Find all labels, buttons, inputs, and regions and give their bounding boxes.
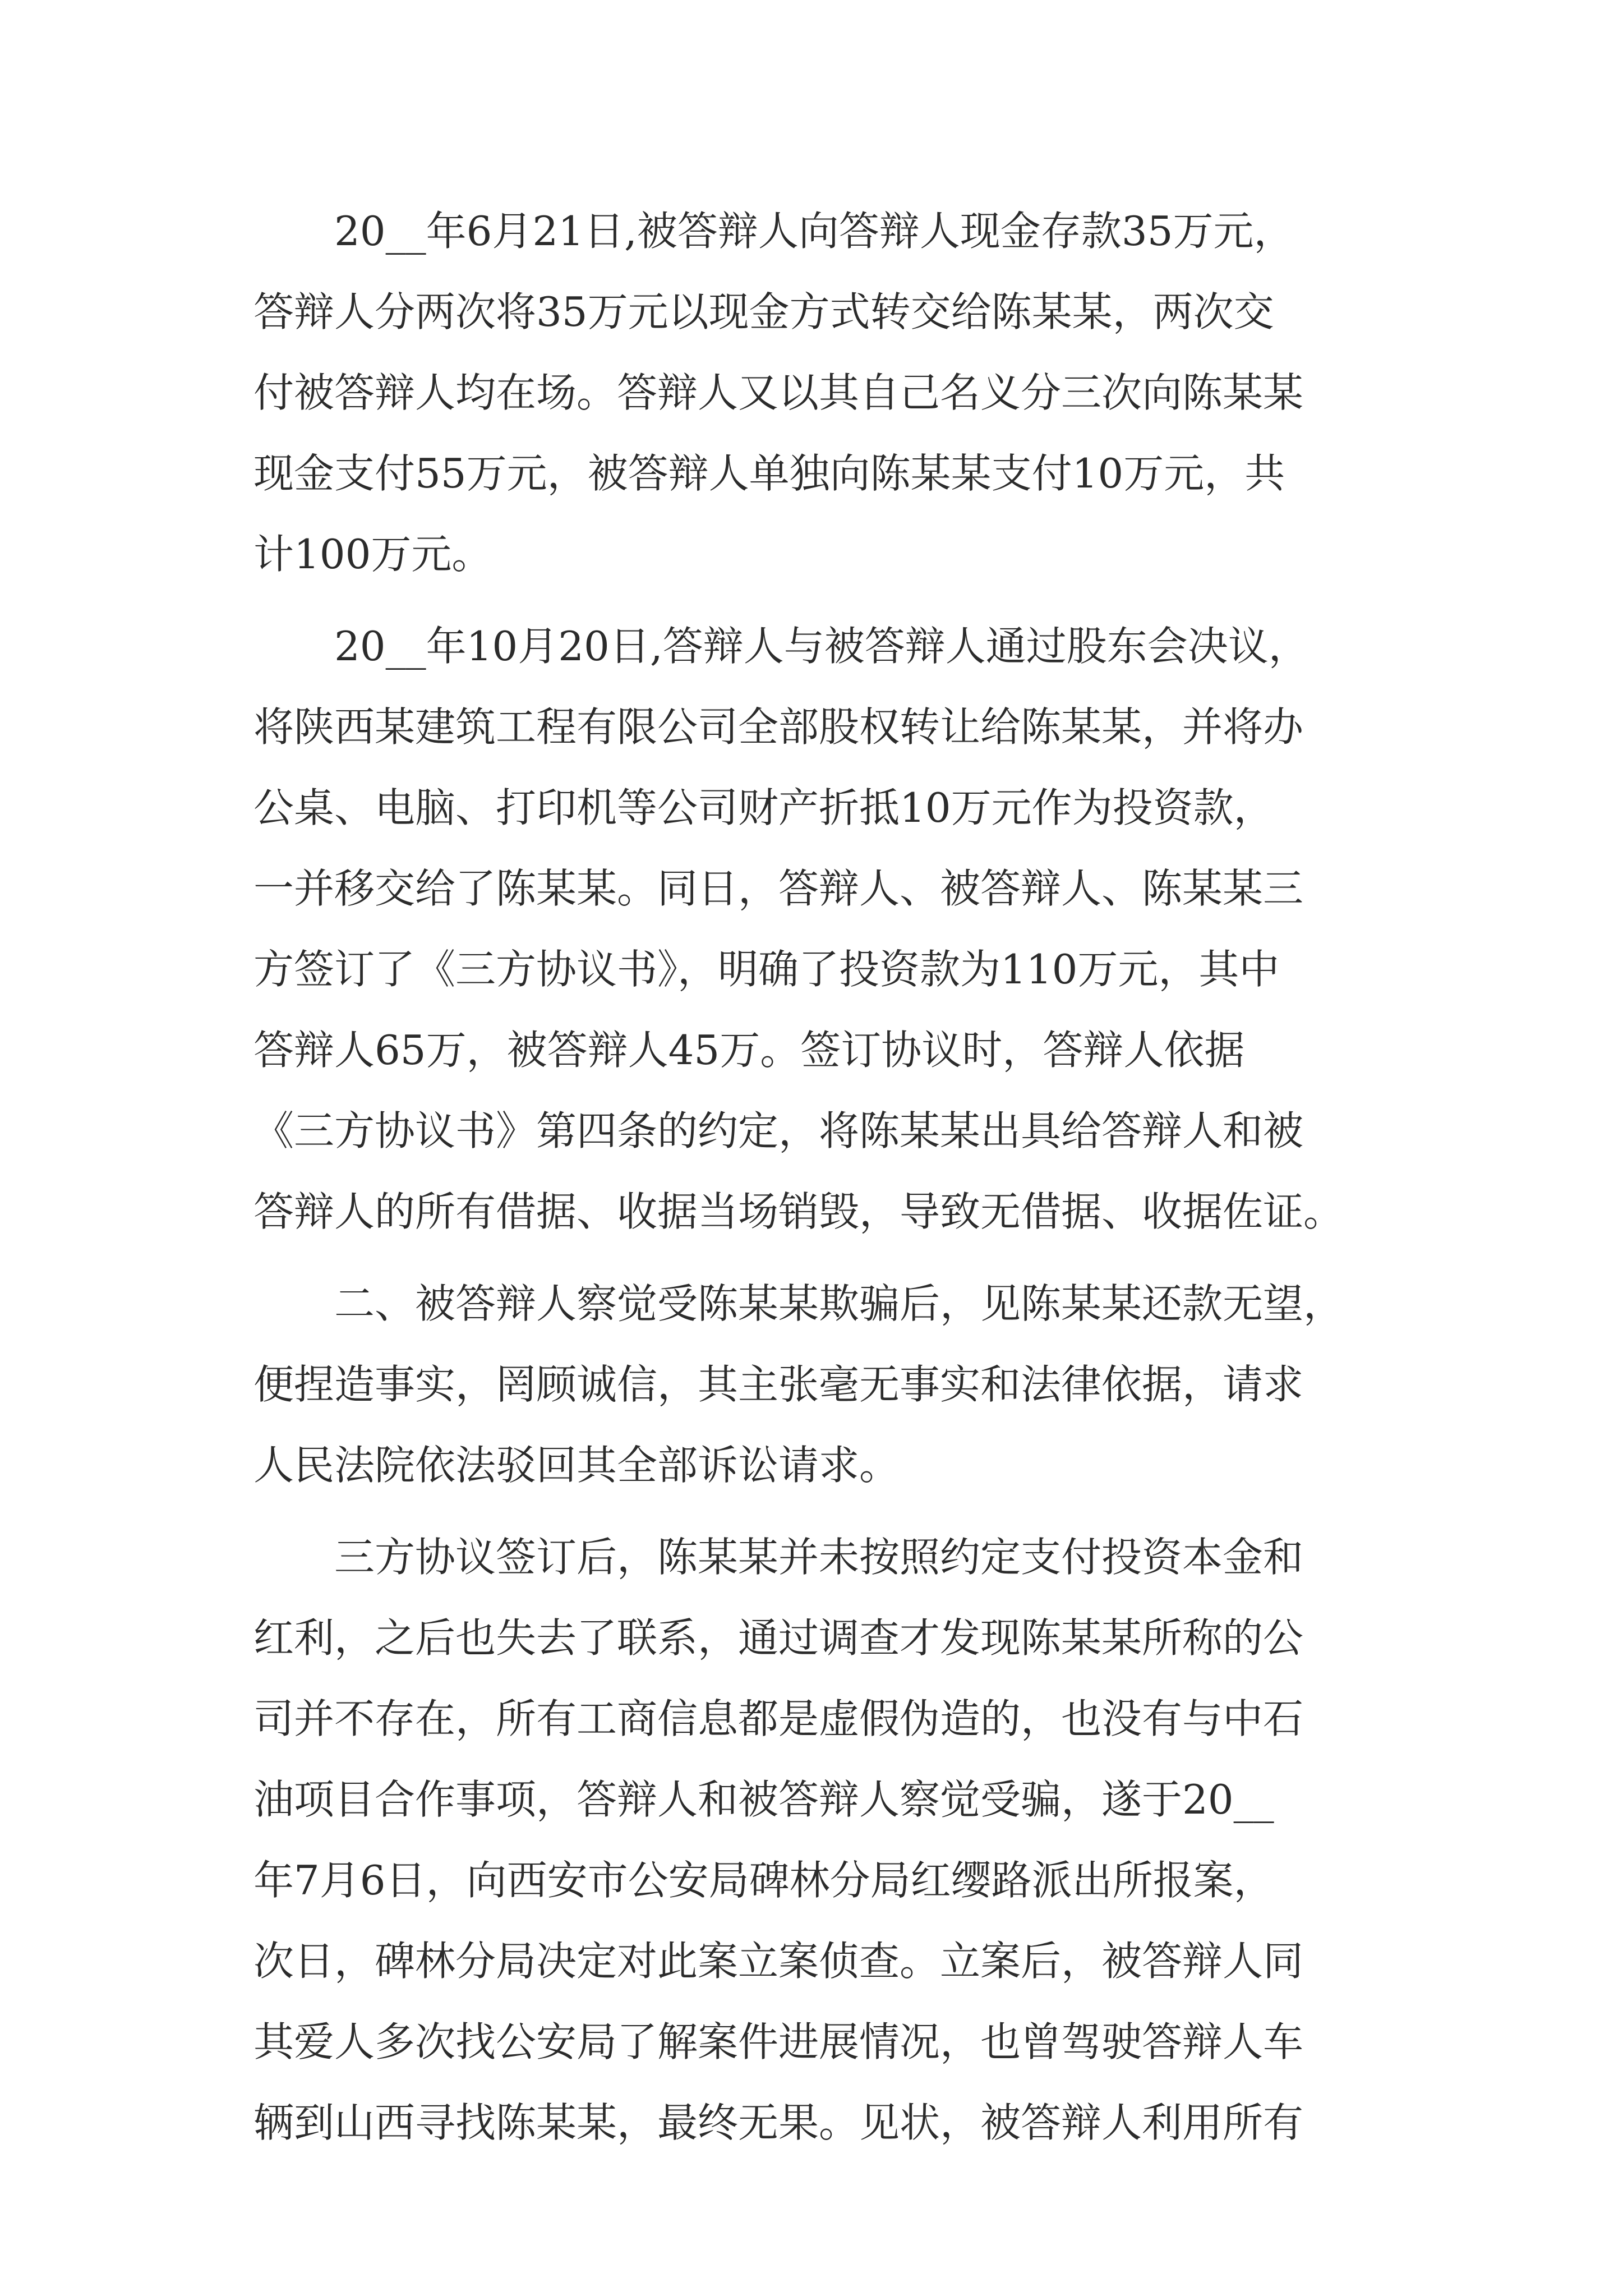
text-line: 便捏造事实，罔顾诚信，其主张毫无事实和法律依据，请求	[253, 1361, 1304, 1408]
text-line: 答辩人的所有借据、收据当场销毁，导致无借据、收据佐证。	[253, 1188, 1344, 1235]
paragraph-spacer	[253, 1506, 1381, 1517]
paragraph-3	[253, 1263, 1381, 1506]
text-line: 现金支付55万元，被答辩人单独向陈某某支付10万元，共	[253, 450, 1285, 497]
text-line: 油项目合作事项，答辩人和被答辩人察觉受骗，遂于20__	[253, 1776, 1274, 1823]
text-line: 答辩人分两次将35万元以现金方式转交给陈某某，两次交	[253, 288, 1274, 335]
text-line: 《三方协议书》第四条的约定，将陈某某出具给答辩人和被	[253, 1107, 1304, 1154]
text-line: 将陕西某建筑工程有限公司全部股权转让给陈某某，并将办	[253, 703, 1304, 751]
text-line: 二、被答辩人察觉受陈某某欺骗后，见陈某某还款无望，	[253, 1280, 1344, 1327]
text-line: 计100万元。	[253, 531, 492, 578]
text-line: 三方协议签订后，陈某某并未按照约定支付投资本金和	[253, 1534, 1304, 1581]
paragraph-1	[253, 191, 1381, 595]
text-line: 其爱人多次找公安局了解案件进展情况，也曾驾驶答辩人车	[253, 2018, 1304, 2065]
text-line: 年7月6日，向西安市公安局碑林分局红缨路派出所报案，	[253, 1857, 1274, 1904]
text-line: 一并移交给了陈某某。同日，答辩人、被答辩人、陈某某三	[253, 865, 1304, 912]
document-body	[253, 191, 1381, 2163]
text-line: 答辩人65万，被答辩人45万。签订协议时，答辩人依据	[253, 1027, 1245, 1074]
paragraph-4	[253, 1517, 1381, 2163]
paragraph-spacer	[253, 595, 1381, 606]
text-line: 辆到山西寻找陈某某，最终无果。见状，被答辩人利用所有	[253, 2099, 1304, 2146]
text-line: 20__年6月21日,被答辩人向答辩人现金存款35万元，	[253, 208, 1294, 255]
text-line: 付被答辩人均在场。答辩人又以其自己名义分三次向陈某某	[253, 369, 1304, 416]
text-line: 次日，碑林分局决定对此案立案侦查。立案后，被答辩人同	[253, 1938, 1304, 1985]
paragraph-2	[253, 606, 1381, 1252]
text-line: 红利，之后也失去了联系，通过调查才发现陈某某所称的公	[253, 1614, 1304, 1662]
text-line: 方签订了《三方协议书》，明确了投资款为110万元，其中	[253, 946, 1280, 993]
text-line: 人民法院依法驳回其全部诉讼请求。	[253, 1442, 900, 1489]
text-line: 20__年10月20日,答辩人与被答辩人通过股东会决议，	[253, 623, 1309, 670]
paragraph-spacer	[253, 1252, 1381, 1263]
text-line: 司并不存在，所有工商信息都是虚假伪造的，也没有与中石	[253, 1695, 1304, 1742]
text-line: 公桌、电脑、打印机等公司财产折抵10万元作为投资款，	[253, 784, 1274, 831]
